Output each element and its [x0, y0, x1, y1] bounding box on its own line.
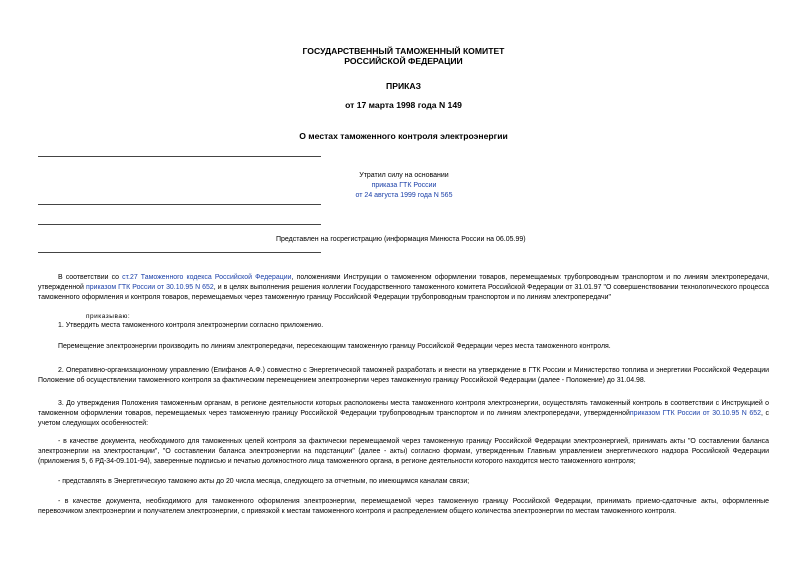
paragraph-2-text: 2. Оперативно-организационному управлению (Епифанов А.Ф.) совместно с Энергетической таможней разработать и внести на утверждение в ГТК России и Министерство топлива и энергетики Российской Федерации Положение об осуществлении таможенного контроля за фактическим перемещением электроэнергии через таможенную границу Российской Федерации (далее - Положение) до 31.04.98.: [38, 367, 769, 385]
repeal-status-text: Утратил силу на основании: [359, 172, 449, 179]
repeal-order-date-link[interactable]: от 24 августа 1999 года N 565: [355, 192, 453, 199]
paragraph-3-text: , с учетом следующих особенностей:: [38, 410, 769, 428]
bullet-item-1: [38, 437, 769, 468]
paragraph-1-continuation: [38, 342, 769, 352]
repeal-status-note: [338, 171, 470, 201]
registration-note: Представлен на госрегистрацию (информация Минюста России на 06.05.99): [276, 236, 526, 243]
bullet-2-text: - представлять в Энергетическую таможню акты до 20 числа месяца, следующего за отчетным, по имеющимся каналам связи;: [58, 478, 470, 485]
repeal-order-link[interactable]: приказа ГТК России: [371, 182, 437, 189]
document-title: О местах таможенного контроля электроэнергии: [299, 131, 508, 141]
gtk-order-652-link[interactable]: приказом ГТК России от 30.10.95 N 652: [85, 284, 214, 292]
paragraph-2: [38, 366, 769, 386]
preamble-text: В соответствии со: [58, 274, 123, 281]
paragraph-3: [38, 399, 769, 430]
gtk-order-652-link[interactable]: приказом ГТК России от 30.10.95 N 652: [629, 410, 761, 418]
issuing-authority-line1: ГОСУДАРСТВЕННЫЙ ТАМОЖЕННЫЙ КОМИТЕТ: [302, 46, 505, 56]
separator-rule: [38, 224, 321, 225]
separator-rule: [38, 252, 321, 253]
separator-rule: [38, 204, 321, 205]
order-word: приказываю:: [86, 313, 131, 320]
paragraph-1b-text: Перемещение электроэнергии производить по линиям электропередачи, пересекающим таможенную границу Российской Федерации через места таможенного контроля.: [58, 343, 611, 350]
preamble-text: , положениями Инструкции о таможенном оформлении товаров, перемещаемых трубопроводным транспортом и по линиям электропередачи, утвержденной: [38, 274, 769, 292]
paragraph-1-text: 1. Утвердить места таможенного контроля электроэнергии согласно приложению.: [58, 322, 324, 329]
preamble-text: , и в целях выполнения решения коллегии Государственного таможенного комитета Российской Федерации от 31.01.97 "О совершенствовании технологического процесса таможенного оформления и контроля товаров, перемещаемых через таможенную границу Российской Федерации трубопроводным транспортом и по линиям электропередачи": [38, 284, 769, 302]
bullet-3-text: - в качестве документа, необходимого для таможенного оформления электроэнергии, перемещаемой через таможенную границу Российской Федерации, принимать приемо-сдаточные акты, оформленные перевозчиком электроэнергии и получателем электроэнергии, с привязкой к местам таможенного контроля и распределением общего количества электроэнергии по местам таможенного контроля.: [38, 498, 769, 516]
customs-code-link[interactable]: ст.27 Таможенного кодекса Российской Федерации: [122, 274, 292, 281]
paragraph-3-text: 3. До утверждения Положения таможенным органам, в регионе деятельности которых расположены места таможенного контроля электроэнергии, осуществлять таможенный контроль в соответствии с Инструкцией о таможенном оформлении товаров, перемещаемых через таможенную границу Российской Федерации трубопроводным транспортом и по линиям электропередачи, утвержденной: [38, 400, 769, 418]
issuing-authority-line2: РОССИЙСКОЙ ФЕДЕРАЦИИ: [344, 56, 463, 66]
bullet-1-text: - в качестве документа, необходимого для таможенных целей контроля за фактически перемещаемой через таможенную границу Российской Федерации электроэнергией, принимать акты "О составлении баланса электроэнергии на электростанции", "О составлении баланса электроэнергии на подстанции" (далее - акты) согласно формам, утвержденным Главным управлением энергетического надзора Российской Федерации (приложения 5, 6 РД-34-09.101-94), заверенные подписью и печатью должностного лица таможенного органа, в регионе деятельности которого находится место таможенного контроля;: [38, 438, 769, 466]
preamble-paragraph: [38, 273, 769, 304]
bullet-item-3: [38, 497, 769, 517]
bullet-item-2: [38, 477, 769, 487]
separator-rule: [38, 156, 321, 157]
document-type: ПРИКАЗ: [386, 81, 421, 91]
document-date: от 17 марта 1998 года N 149: [345, 100, 462, 110]
paragraph-1: [38, 321, 769, 331]
